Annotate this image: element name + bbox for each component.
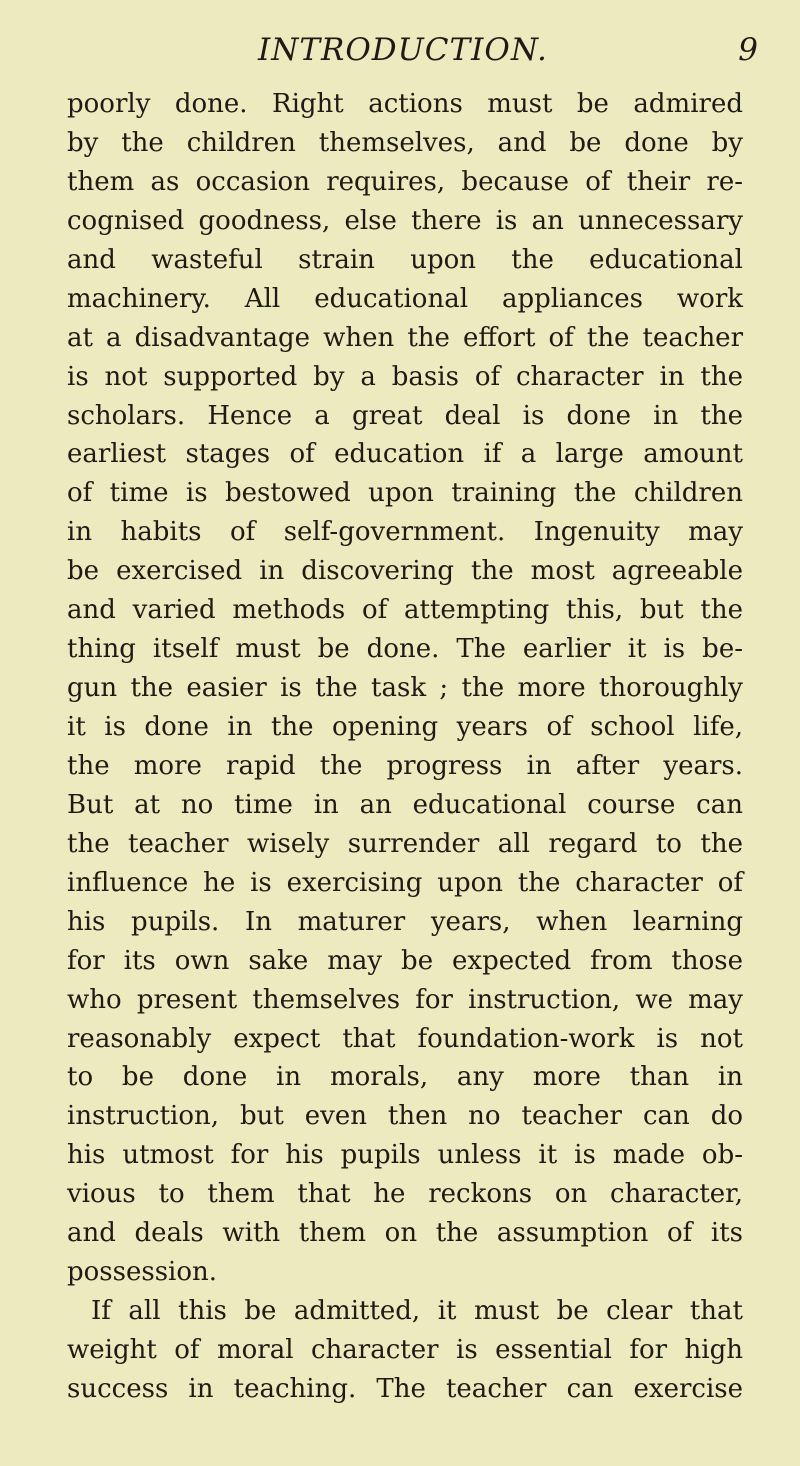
text-line: it is done in the opening years of school life, [67, 712, 743, 742]
text-line: thing itself must be done. The earlier it is be- [67, 634, 743, 665]
page-number: 9 [738, 32, 758, 68]
text-line: and deals with them on the assumption of its [67, 1218, 743, 1249]
text-line-paragraph-end: possession. [67, 1257, 218, 1288]
text-line: vious to them that he reckons on character, [67, 1179, 743, 1210]
text-line: gun the easier is the task ; the more thoroughly [67, 673, 743, 704]
text-line: and varied methods of attempting this, but the [67, 595, 743, 626]
body-text [67, 85, 743, 1409]
text-line-paragraph-start: If all this be admitted, it must be clear that [91, 1296, 743, 1327]
text-line: who present themselves for instruction, we may [67, 984, 743, 1015]
text-line: and wasteful strain upon the educational [67, 244, 743, 275]
text-line: of time is bestowed upon training the children [67, 478, 743, 509]
text-line: be exercised in discovering the most agreeable [67, 556, 743, 587]
text-line: in habits of self-government. Ingenuity may [67, 517, 743, 548]
running-header [60, 28, 760, 72]
text-line: influence he is exercising upon the character of [67, 867, 743, 898]
text-line: to be done in morals, any more than in [67, 1062, 743, 1093]
text-line: is not supported by a basis of character in the [67, 361, 743, 392]
text-line: earliest stages of education if a large amount [67, 439, 743, 470]
text-line: the teacher wisely surrender all regard to the [67, 828, 743, 859]
text-line: at a disadvantage when the effort of the teacher [67, 322, 743, 353]
text-line: poorly done. Right actions must be admired [67, 89, 743, 119]
text-line: machinery. All educational appliances work [67, 283, 743, 314]
text-line: his utmost for his pupils unless it is made ob- [67, 1140, 743, 1171]
text-line: instruction, but even then no teacher can do [67, 1101, 743, 1132]
text-line: for its own sake may be expected from those [67, 945, 743, 976]
text-line: success in teaching. The teacher can exercise [67, 1373, 743, 1404]
text-line: But at no time in an educational course can [67, 789, 743, 820]
text-line: cognised goodness, else there is an unnecessary [67, 205, 743, 236]
text-line: scholars. Hence a great deal is done in the [67, 400, 743, 431]
text-line: the more rapid the progress in after years. [67, 750, 743, 781]
text-line: by the children themselves, and be done by [67, 127, 743, 158]
text-line: reasonably expect that foundation-work is not [67, 1023, 743, 1054]
text-line: them as occasion requires, because of their re- [67, 166, 743, 197]
text-line: weight of moral character is essential for high [67, 1335, 743, 1365]
text-line: his pupils. In maturer years, when learning [67, 906, 743, 937]
running-title: INTRODUCTION. [258, 32, 548, 68]
